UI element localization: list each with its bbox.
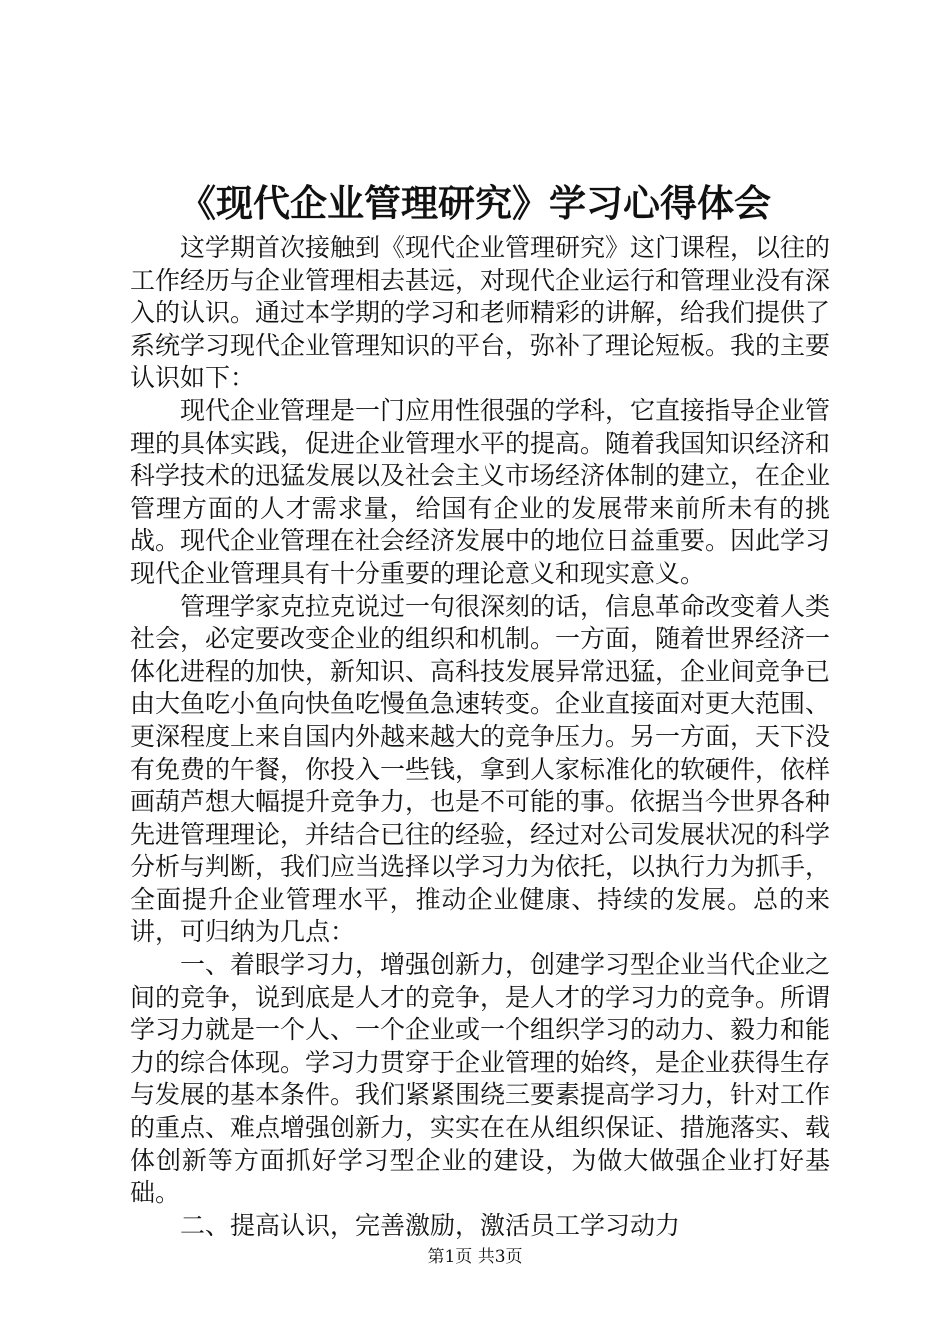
page-number-footer: 第1页 共3页 — [427, 1247, 523, 1267]
paragraph-point-one: 一、着眼学习力，增强创新力，创建学习型企业当代企业之间的竞争，说到底是人才的竞争，是人才的学习力的竞争。所谓学习力就是一个人、一个企业或一个组织学习的动力、毅力和能力的综合体现。学习力贯穿于企业管理的始终，是企业获得生存与发展的基本条件。我们紧紧围绕三要素提高学习力，针对工作的重点、难点增强创新力，实实在在从组织保证、措施落实、载体创新等方面抓好学习型企业的建设，为做大做强企业打好基础。 — [130, 950, 831, 1208]
paragraph-point-two-heading: 二、提高认识，完善激励，激活员工学习动力 — [180, 1210, 681, 1240]
paragraph-intro: 这学期首次接触到《现代企业管理研究》这门课程，以往的工作经历与企业管理相去甚远，对现代企业运行和管理业没有深入的认识。通过本学期的学习和老师精彩的讲解，给我们提供了系统学习现代企业管理知识的平台，弥补了理论短板。我的主要认识如下： — [130, 233, 831, 393]
document-body — [130, 232, 830, 1242]
paragraph-clark: 管理学家克拉克说过一句很深刻的话，信息革命改变着人类社会，必定要改变企业的组织和机制。一方面，随着世界经济一体化进程的加快，新知识、高科技发展异常迅猛，企业间竞争已由大鱼吃小鱼向快鱼吃慢鱼急速转变。企业直接面对更大范围、更深程度上来自国内外越来越大的竞争压力。另一方面，天下没有免费的午餐，你投入一些钱，拿到人家标准化的软硬件，依样画葫芦想大幅提升竞争力，也是不可能的事。依据当今世界各种先进管理理论，并结合已往的经验，经过对公司发展状况的科学分析与判断，我们应当选择以学习力为依托，以执行力为抓手，全面提升企业管理水平，推动企业健康、持续的发展。总的来讲，可归纳为几点： — [130, 591, 831, 947]
paragraph-significance: 现代企业管理是一门应用性很强的学科，它直接指导企业管理的具体实践，促进企业管理水平的提高。随着我国知识经济和科学技术的迅猛发展以及社会主义市场经济体制的建立，在企业管理方面的人才需求量，给国有企业的发展带来前所未有的挑战。现代企业管理在社会经济发展中的地位日益重要。因此学习现代企业管理具有十分重要的理论意义和现实意义。 — [130, 395, 831, 588]
document-title: 《现代企业管理研究》学习心得体会 — [179, 181, 771, 225]
